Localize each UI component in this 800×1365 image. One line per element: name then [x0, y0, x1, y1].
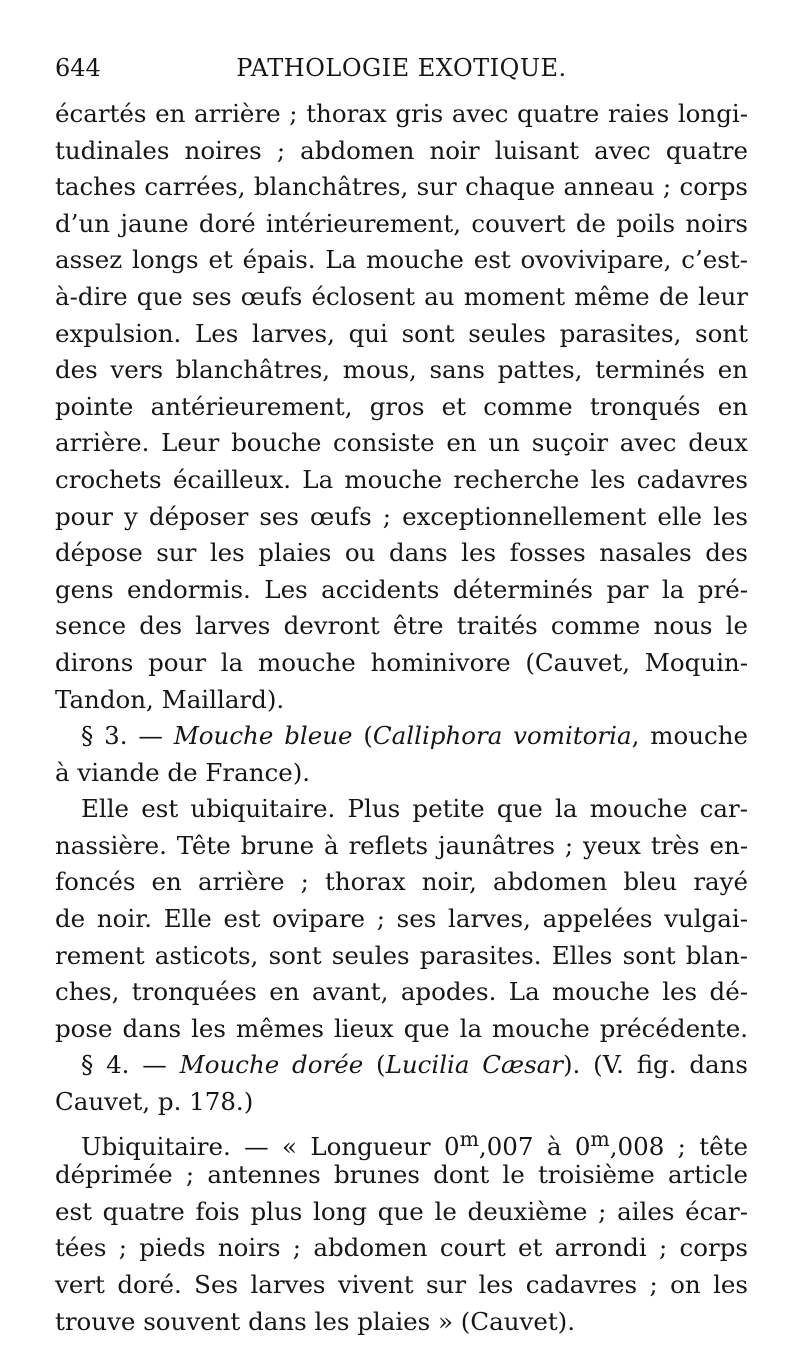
text-line: à-dire que ses œufs éclosent au moment même de leur	[55, 281, 748, 311]
text-line: arrière. Leur bouche consiste en un suçoir avec deux	[55, 428, 748, 458]
superscript-m: m	[590, 1126, 610, 1151]
section-heading-4	[55, 1047, 748, 1084]
text-line: dirons pour la mouche hominivore (Cauvet, Moquin-	[55, 647, 748, 677]
text-line: rement asticots, sont seules parasites. Elles sont blan-	[55, 940, 748, 970]
text-line: Tandon, Maillard).	[55, 684, 285, 714]
text-line: pose dans les mêmes lieux que la mouche précédente.	[55, 1013, 748, 1043]
measurement-line	[55, 1121, 748, 1161]
text-line: foncés en arrière ; thorax noir, abdomen bleu rayé	[55, 867, 748, 897]
text-line: écartés en arrière ; thorax gris avec quatre raies longi-	[55, 99, 748, 128]
section-heading-4-cont: Cauvet, p. 178.)	[55, 1087, 254, 1117]
text-line: est quatre fois plus long que le deuxième ; ailes écar-	[55, 1196, 748, 1226]
section-title: Mouche dorée	[179, 1050, 364, 1080]
text-line: tudinales noires ; abdomen noir luisant avec quatre	[55, 135, 748, 165]
text-line: de noir. Elle est ovipare ; ses larves, appelées vulgai-	[55, 904, 748, 934]
text-line: d’un jaune doré intérieurement, couvert de poils noirs	[55, 208, 748, 238]
latin-name: Calliphora vomitoria	[372, 721, 632, 751]
measurement-text: ,007 à 0	[478, 1131, 591, 1161]
text-line: sence des larves devront être traités comme nous le	[55, 611, 748, 641]
text-line: expulsion. Les larves, qui sont seules parasites, sont	[55, 318, 748, 348]
latin-name: Lucilia Cæsar	[385, 1050, 563, 1080]
text-line: dépose sur les plaies ou dans les fosses nasales des	[55, 538, 748, 568]
text-line: ches, tronquées en avant, apodes. La mouche les dé-	[55, 977, 748, 1007]
section-number: § 3. —	[81, 721, 174, 751]
heading-tail: ). (V. fig. dans	[562, 1050, 748, 1080]
text-line: gens endormis. Les accidents déterminés par la pré-	[55, 574, 748, 604]
text-line: Elle est ubiquitaire. Plus petite que la mouche car-	[81, 794, 748, 824]
text-line: trouve souvent dans les plaies » (Cauvet).	[55, 1306, 576, 1336]
section-number: § 4. —	[81, 1050, 180, 1080]
superscript-m: m	[459, 1126, 479, 1151]
text-line: pour y déposer ses œufs ; exceptionnellement elle les	[55, 501, 748, 531]
body-text	[55, 96, 748, 1340]
section-title: Mouche bleue	[173, 721, 353, 751]
page-number: 644	[55, 54, 101, 82]
text-line: crochets écailleux. La mouche recherche les cadavres	[55, 464, 748, 494]
text-line: pointe antérieurement, gros et comme tronqués en	[55, 391, 748, 421]
text-line: déprimée ; antennes brunes dont le troisième article	[55, 1160, 748, 1190]
measurement-text: Ubiquitaire. — « Longueur 0	[81, 1131, 460, 1161]
section-heading-3	[55, 718, 748, 755]
text-line: nassière. Tête brune à reflets jaunâtres ; yeux très en-	[55, 830, 748, 860]
text-line: assez longs et épais. La mouche est ovovivipare, c’est-	[55, 245, 748, 275]
heading-tail: , mouche	[631, 721, 749, 751]
measurement-text: ,008 ; tête	[609, 1131, 748, 1161]
text-line: des vers blanchâtres, mous, sans pattes, terminés en	[55, 355, 748, 385]
text-line: taches carrées, blanchâtres, sur chaque anneau ; corps	[55, 172, 748, 202]
running-title: PATHOLOGIE EXOTIQUE.	[236, 54, 567, 82]
text-line: tées ; pieds noirs ; abdomen court et arrondi ; corps	[55, 1233, 748, 1263]
page-header	[55, 54, 748, 94]
paren-open: (	[352, 721, 373, 751]
text-line: vert doré. Ses larves vivent sur les cadavres ; on les	[55, 1270, 748, 1299]
section-heading-3-cont: à viande de France).	[55, 757, 311, 787]
paren-open: (	[363, 1050, 386, 1080]
